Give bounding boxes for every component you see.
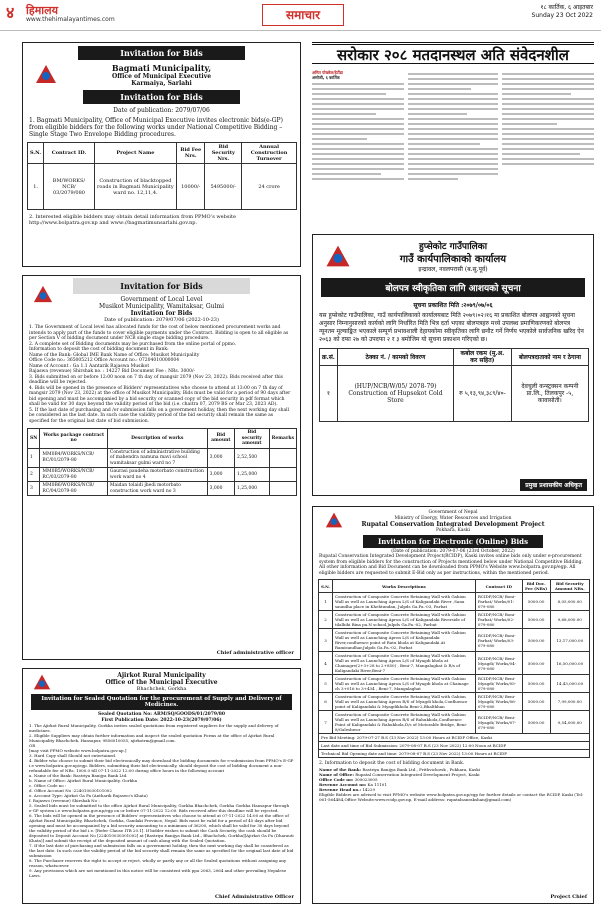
ajirkot-bar: Invitation for Sealed Quotation for the procurement of Supply and Delivery of Medicines. [31, 694, 292, 710]
table-cell: RCIDP/NCB/ Boni-Parbat/ Works/01-079-080 [475, 593, 522, 611]
table-cell: 1 [319, 593, 333, 611]
table-cell [269, 468, 296, 482]
table-cell: 5000.00 [522, 652, 550, 675]
table-cell [269, 448, 296, 468]
page-info [532, 4, 593, 20]
table-cell: 3,000 [207, 468, 234, 482]
rupatal-ministry: Ministry of Energy, Water Resources and Irrigation [394, 515, 512, 521]
ajirkot-signature: Chief Administrative Officer [215, 894, 294, 900]
rupatal-place: Pokhara, Kaski [435, 528, 471, 533]
table-row [319, 711, 590, 734]
table-row [319, 629, 590, 652]
table-cell: Construction of Composite Concrete Retaining Wall with Gabion Wall as well as Launching Apron R/S of Myagdi khola,Confluence point of Kaligandaki & Myagdikhola Beni-2,Bhalthhan [332, 693, 475, 711]
musikot-paras [23, 325, 300, 424]
rupatal-bar: Invitation for Electronic (Online) Bids [363, 535, 543, 548]
bagmati-notice [22, 42, 301, 267]
table-header-row [28, 429, 297, 449]
table-cell: 5495000/- [205, 164, 242, 210]
government-emblem-icon [31, 673, 53, 691]
table-row [319, 652, 590, 675]
table-header: कबोल रकम (मु.अ. कर सहित) [454, 349, 512, 366]
table-cell: Construction of Composite Concrete Retaining Wall with Gabion Wall as well as Launching Apron L/S of Kaligandaki River ,Sanu saundha place in Khehtundan, Julpds Ga.Pa.-03, Parbat [332, 593, 475, 611]
table-header: Works Descriptions [332, 580, 475, 593]
table-cell: Construction of Composite Concrete Retaining Wall with Gabion Wall as well as Launching Apron L/S of Myagdi khola at Chainagre(2+3+28 to 2+850) , Beni-7, Mangalaghat & R/s of Kaligandaki River,Beni-7 [332, 652, 475, 675]
bagmati-para2: 2. Interested eligible bidders may obtain detail information from PPMO’s website http://www.bolpatra.gov.np and www://bagmatimunsarlahi.gov.np. [29, 214, 236, 226]
table-header-row [319, 580, 590, 593]
musikot-para: 5. If the last date of purchasing and /or submission falls on a government holiday, then the next working day shall be considered as the last date. In such case the validity period of the bid security shall remain the same as specified for the original last date of bid submission. [29, 407, 290, 424]
bagmati-para1: 1. Bagmati Municipality, Office of Municipal Executive invites electronic bids(e-GP) from eligible bidders for the following works under National Competitive Bidding – Single Stage Two Envelope Bidding procedures. [29, 117, 283, 138]
table-cell: Construction of Composite Concrete Retaining Wall with Gabion Wall as well as Launching Apron L/S of Kaligandaki River,confluence point of Ratu khola at Kaligandaki At Ramisundhar,Julpds Ga.Pa.-02, Parbat [332, 629, 475, 652]
ajirkot-para: a. Name of the Bank: Rastriya Banijya Bank Ltd. [29, 773, 128, 778]
table-cell: 24 crore [242, 164, 297, 210]
table-row [319, 593, 590, 611]
table-cell: RCIDP/NCB/ Beni-Myagdi/ Works/05-079-080 [475, 675, 522, 693]
bank-label: Revenue Head no.: [319, 786, 361, 792]
table-row [319, 611, 590, 629]
table-cell: RCIDP/NCB/ Beni-Myagdi/ Works/07-079-080 [475, 711, 522, 734]
table-cell: 1,25,000 [235, 468, 270, 482]
musikot-para: Office Code no.: 365005212 Office Account no.: 07204010000004 [29, 358, 180, 363]
table-cell: 5000.00 [522, 711, 550, 734]
ajirkot-para: d. Office Account No :224010030101002 [29, 788, 112, 793]
rupatal-para2: 2. Information to deposit the cost of bidding document in Bank. [319, 761, 465, 766]
hupsekot-org: हुप्सेकोट गाउँपालिका [418, 242, 488, 252]
table-cell: 2 [319, 611, 333, 629]
bank-value: 300023005 [354, 776, 378, 782]
ajirkot-first-pub: First Publication Date: 2022-10-23(2079/07/06) [101, 717, 222, 723]
table-header: Remarks [269, 429, 296, 449]
table-cell: BM/WORKS/ NCB/ 03/2079/080 [44, 164, 95, 210]
bank-value: 14229 [362, 786, 375, 792]
rupatal-para3: Eligible Bidders are advised to visit PPMO's website www.bolpatra.gov.np/egp for further details or contact the RCIDP, Kaski (Tel: 061-564484,Office Website:www.rcidp.gov.np, E-mail address: rupatalsanrakshan@gmail.com) [319, 791, 584, 802]
musikot-para: 1. The Government of Local level has allocated funds for the cost of below mentioned procurement works and intends to apply part of the funds to cover eligible payments under the Contract. Bidding is open to all eligible as per Section V of bidding document under NCB single stage bidding procedure. [29, 325, 289, 341]
table-header: Contract ID [475, 580, 522, 593]
ajirkot-notice-no: Sealed Quotation No: ARM/SQ/GOODS/01/2079/80 [98, 712, 225, 717]
section-title: समाचार [262, 4, 344, 26]
musikot-table [27, 428, 297, 496]
table-header: Bid Security Amount NRs. [550, 580, 589, 593]
table-header: Project Name [94, 143, 176, 164]
ajirkot-para: f. Rajaswo (revenue) Shirshak No : [29, 798, 100, 803]
musikot-para: 3. Bids submitted on or before 12:00 noon on 7 th day of mangsir 2079 (Nov 23, 2022). Bids received after this deadline will be rejected. [29, 374, 283, 385]
bagmati-office: Office of Municipal Executive [111, 73, 212, 80]
ajirkot-para: [may visit PPMO website www.bolpatra.gov.np.] [29, 748, 127, 753]
government-emblem-icon [31, 284, 55, 304]
brand-url[interactable]: www.thehimalayantimes.com [26, 16, 115, 23]
news-dateline: असोजी, ६ कार्तिक [312, 75, 340, 80]
musikot-para: Rajaswa (revenue) Shirshak no. : 14227 Bid Document Fee : NRs. 3000/- [29, 369, 196, 374]
table-header: ठेक्का नं. / कामको विवरण [337, 349, 453, 366]
table-cell: Gaurasi paudeha motorbato construction work ward no 4 [107, 468, 207, 482]
table-cell: MM0B5/WORKS/NCB/ RC/03/2079-80 [40, 468, 108, 482]
table-header: Bid security amount [235, 429, 270, 449]
table-cell: 3 [319, 629, 333, 652]
page-date: Sunday 23 Oct 2022 [531, 12, 593, 19]
ajirkot-para: 5. Sealed bids must be submitted to the office Ajirkot Rural Municipality, Gorkha Bhachchek, Gorkha Gorkha Hansapur through e-GP system i.e www.bolpatra.gov.np/egp on or before 07-11-2022 12:00. Bids received after this deadline will be rejected. [29, 803, 290, 813]
hupsekot-bar: बोलपत्र स्वीकृतिका लागि आशयको सूचना [321, 278, 585, 297]
ajirkot-notice [22, 668, 301, 904]
bagmati-date: Date of publication: 2079/07/06 [113, 107, 210, 114]
musikot-para: Name of Account : Ga 1.1 Aantarik Rajaswa Musikot [29, 363, 150, 369]
table-header: Bid Security Nrs. [205, 143, 242, 164]
ajirkot-para: 6. The bids will be opened in the presence of Bidders' representatives who choose to attend at 07-11-2022 14:00 at the office of Ajirkot Rural Municipality, Bhachchek, Gorkha, Gandaki Province, Nepal. Bids must be valid for a period of 45 days after bid opening and must be accompanied by a bid security amounting to a minimum of 36200, which shall be valid for 30 days beyond the validity period of the bid i.e. [Refer Clause ITB 20.1]. If bidder wishes to submit the Cash Security, the cash should be deposited to Deposit Account No [224010030301002] at [Rastriya Banijya Bank Ltd., Bhachchek, Gorkha][Ajirkot Ga Pa (Dharauti Khata)] and submit the receipt of the deposited amount of cash along with the Sealed Quotation. [29, 813, 294, 843]
bank-label: Office Code no: [319, 776, 354, 782]
table-cell: 5000.00 [522, 693, 550, 711]
table-cell: 5000.00 [522, 675, 550, 693]
table-cell: RCIDP/NCB/ Boni-Parbat/ Works/02-079-080 [475, 611, 522, 629]
bagmati-header: Invitation for Bids [78, 46, 245, 60]
ajirkot-para: 2. Eligible Suppliers may obtain further information and inspect the sealed quotation Forms at the office of Ajirkot Rural Municipality Bhachchek, Hansapur, 9856010055, ajirkotrm@gmail.com. [29, 733, 275, 743]
table-cell: 6 [319, 693, 333, 711]
table-cell: 14,43,000.00 [550, 675, 589, 693]
table-cell: 8,05,000.00 [550, 593, 589, 611]
bank-value: Rupatal Conservation Integrated Development Project, Kaski [355, 771, 480, 777]
table-cell: 5000.00 [522, 611, 550, 629]
bank-value: Ka 11101 [367, 781, 387, 787]
table-cell: 2 [28, 468, 40, 482]
table-cell: (HUP/NCB/W/05/ 2078-79) Construction of Hupsekot Cold Store [337, 366, 453, 422]
table-cell: Technical Bid Opening date and time: 2079-08-07 B.S (23 Nov 2022) 13:00 Hours at RCIDP [319, 750, 590, 758]
government-emblem-icon [33, 63, 59, 85]
table-cell: RCIDP/NCB/ Beni-Myagdi/ Works/04-079-080 [475, 652, 522, 675]
table-header-row [320, 349, 589, 366]
table-cell: रु ५,१३,९४,३८९/४०- [454, 366, 512, 422]
table-cell: Maidan tolaidi jhedi motorbato construction work ward no 3 [107, 482, 207, 496]
table-row [28, 482, 297, 496]
bagmati-org: Bagmati Municipality, [111, 63, 212, 73]
table-cell: 9,54,000.00 [550, 711, 589, 734]
table-header: Contract ID. [44, 143, 95, 164]
government-emblem-icon [323, 511, 345, 529]
rupatal-notice [312, 506, 594, 904]
bank-label: Revenue Account no: [319, 781, 367, 787]
ajirkot-para: OR [29, 743, 36, 748]
rupatal-gov: Government of Nepal [428, 510, 478, 515]
news-headline: सरोकार २०८ मतदानस्थल अति संवेदनशील [312, 42, 594, 64]
table-cell: १ [320, 366, 338, 422]
ajirkot-paras [23, 723, 300, 878]
table-cell: Construction of Composite Concrete Retaining Wall with Gabion Wall as well as Launching Apron L/S of Kaligandaki Riverside of tilalbihi Bina pa.N school,Julpds Ga.Pa.-02, Parbat [332, 611, 475, 629]
table-cell: Construction of blacktopped roads in Bagmati Municipality ward no. 12,11,4. [94, 164, 176, 210]
government-emblem-icon [323, 243, 353, 269]
table-cell: Construction of Composite Concrete Retaining Wall with Gabion Wall as well as Launching Apron L/S of Myagdi khola at Chainage ch 3+016 to 3+434 , Beni-7, Mangalaghat [332, 675, 475, 693]
ajirkot-para: b. Name of Office: Ajirkot Rural Municipality, Gorkha [29, 778, 138, 783]
musikot-para: 2. A complete set of Bidding documents may be purchased from the online portal of ppmo. [29, 341, 237, 347]
hupsekot-signature: प्रमुख प्रशासकीय अधिकृत [520, 479, 587, 491]
rupatal-bank [313, 767, 593, 792]
musikot-date: Date of publication: 2079/07/06 (2022-10-23) [104, 317, 219, 323]
hupsekot-para: यस हुप्सेकोट गाउँपालिका, गाउँ कार्यपालिकाको कार्यालयबाट मिति २०७९।०२।१६ मा प्रकाशित बोलपत्र आह्वानको सूचना अनुसार निम्नानुसारको कार्यको लागि निर्धारित मिति भित्र दर्ता भएका बोलपत्रहरु मध्ये उपलब्ध प्रमाणिकरणको बोलपत्र न्यूनतम मूल्याङ्कित भएकाले सम्पूर्ण प्रभावशाली देहायकोमा स्वीकृतिका लागि छनौट गर्ने निर्णय भएकोले सार्वजनिक खरिद ऐन २०६३ को दफा २७ को उपदफा २ र ३ बमोजिम यो सूचना प्रकाशन गरिएको छ। [319, 312, 584, 343]
bank-label: Name of Office: [319, 771, 354, 777]
table-header: S.N. [319, 580, 333, 593]
rupatal-signature: Project Chief [550, 894, 587, 900]
bagmati-table [27, 142, 297, 210]
musikot-para: Information to deposit the cost of bidding document in Bank: [29, 347, 169, 352]
musikot-notice [22, 275, 301, 660]
brand-name: हिमालय [26, 4, 58, 17]
table-row [320, 366, 589, 422]
table-cell: RCIDP/NCB/ Boni-Parbat/ Works/03-079-080 [475, 629, 522, 652]
table-header: Bid Doc. Fee (NRs) [522, 580, 550, 593]
table-header: Description of works [107, 429, 207, 449]
ajirkot-para: e. Account Type: Ajirkot Ga Pa (Antharik Rajaswo's Khata) [29, 793, 148, 798]
table-cell: MM0B4/WORKS/NCB/ BC/01/2079-80 [40, 448, 108, 468]
table-cell: 13,17,000.00 [550, 629, 589, 652]
table-header: Works package contract no [40, 429, 108, 449]
table-cell: 3,000 [207, 482, 234, 496]
musikot-org: Government of Local Level [120, 296, 203, 303]
table-cell: 1 [28, 448, 40, 468]
table-header: S.N. [28, 143, 44, 164]
ajirkot-para: 4. Bidder who choose to submit their bid electronically may download the bidding documents for e-submission from PPMO's E-GP i.e www.bolpatra.gov.np/egp. Bidders, submitting their bid electronically, should deposit the cost of bidding document a non-refundable fee of NRs. 1000.0 till 07-11-2022 12:00 during office hours in the following account [29, 758, 294, 773]
musikot-title2: Invitation for Bids [130, 310, 193, 317]
musikot-header: Invitation for Bids [73, 278, 250, 294]
table-cell: 1. [28, 164, 44, 210]
bagmati-title2: Invitation for Bids [83, 90, 240, 104]
table-cell: 4 [319, 652, 333, 675]
ajirkot-para: 7. If the last date of purchasing and submission falls on a government holiday, then the next working day shall be considered as the last date. In such case the validity period of the bid security shall remain the same as specified for the original last date of bid submission [29, 843, 294, 858]
ajirkot-org: Ajirkot Rural Municipality [117, 672, 206, 679]
table-row [319, 742, 590, 750]
table-header: Annual Construction Turnover [242, 143, 297, 164]
table-cell: Pre Bid Meeting: 2079-07-27 B.S (13 Nov 2022) 13:00 Hours at RCIDP Office, Kaski [319, 734, 590, 742]
table-cell: MM0B6/WORKS/NCB/ RC/04/2079-80 [40, 482, 108, 496]
table-header: बोलपत्रदाताको नाम र ठेगाना [511, 349, 588, 366]
hupsekot-date: सूचना प्रकाशित मिति :२०७९/०७/०६ [413, 302, 493, 309]
table-cell: Construction of administrative building of mahendra namuna mavi school wamitaksar gulmi ward no 7 [107, 448, 207, 468]
table-row [319, 734, 590, 742]
table-cell: 1,25,000 [235, 482, 270, 496]
table-header: Bid amount [207, 429, 234, 449]
table-cell: देवचुली कन्स्ट्रक्सन कम्पनी प्रा.लि., तिलकपुर -५, कावासोती। [511, 366, 588, 422]
table-cell: 3,000 [207, 448, 234, 468]
hupsekot-table [319, 348, 589, 422]
rupatal-project: Rupatal Conservation Integrated Development Project [361, 521, 545, 528]
table-header-row [28, 143, 297, 164]
rupatal-table [318, 579, 590, 758]
news-byline: अमित पोखरेल/हेटौंडा [312, 70, 343, 75]
table-cell: 16,50,000.00 [550, 652, 589, 675]
musikot-signature: Chief administrative officer [216, 650, 294, 656]
ajirkot-para: c. Office Code no : [29, 783, 67, 788]
table-cell: Construction of Composite Concrete Retaining Wall with Gabion Wall as well as Launching Apron R/S of Rahukhola,Confluence Point of Kaligandaki & Rahukhola,D/s of Motorable Bridge, Beni-8/Galeshwor [332, 711, 475, 734]
ajirkot-para: 8. The Purchaser reserves the right to accept or reject, wholly or partly any or all the Sealed quotations without assigning any reason, whatsoever. [29, 858, 287, 868]
hupsekot-place: इन्द्रावल, नवलपरासी (ब.सु.पूर्व) [418, 266, 488, 273]
page-info-nepali: १८ कार्तिक, ६ आइतबार [540, 4, 593, 11]
rupatal-para1: Rupatal Conservation Integrated Development Project(RCIDP), Kaski invites online bids only under e-procurement system from eligible bidders for the construction of Projects mentioned below under National Competitive Bidding. All other information and Bid Document can be downloaded from PPMO's Website www.bolpatra.gov.np/egp. All eligible bidders are requested to submit E-Bid only as per instructions, within the mentioned period. [319, 554, 583, 576]
ajirkot-para: 9. Any provisions which are not mentioned in this notice will be consistent with ppa 2063, 2064 and other prevailing Nepalese Laws. [29, 868, 287, 878]
hupsekot-office: गाउँ कार्यपालिकाको कार्यालय [399, 254, 507, 265]
news-column-3 [502, 70, 594, 220]
table-cell: 7,99,000.00 [550, 693, 589, 711]
table-cell [269, 482, 296, 496]
table-row [28, 164, 297, 210]
table-cell: RCIDP/NCB/ Beni-Myagdi/ Works/06-079-080 [475, 693, 522, 711]
bank-label: Name of the Bank: [319, 766, 362, 772]
table-cell: 3 [28, 482, 40, 496]
table-row [319, 675, 590, 693]
rupatal-date: (Date of publication: 2079-07-06 (23rd October, 2022) [391, 548, 515, 554]
masthead [0, 0, 601, 31]
table-cell: 7 [319, 711, 333, 734]
table-cell: 9,68,000.00 [550, 611, 589, 629]
musikot-office: Musikot Municipality, Wamitaksar, Gulmi [98, 303, 225, 310]
newspaper-logo-icon: ४ [6, 3, 15, 22]
table-cell: 2,52,500 [235, 448, 270, 468]
table-header: क्र.सं. [320, 349, 338, 366]
news-column-2 [408, 70, 498, 220]
musikot-para: 4. Bids will be opened in the presence of Bidders' representatives who choose to attend at 13:00 on 7 th day of mangsir 2079 (Nov 23, 2022) at the office of Musikot Municipality. Bids must be valid for a period of 90 days after bid opening and must be accompanied by a bid security or scanned copy of the bid security in pdf format which shall be valid for 30 days beyond the validity period of the bid (i.e. chaitra 07, 2079 BS or Mar 23, 2023 AD). [29, 385, 291, 407]
bagmati-place: Karmaiya, Sarlahi [131, 80, 192, 87]
musikot-para: Name of the Bank: Global IME Bank Name of Office: Musikot Municipality [29, 352, 200, 358]
news-column-1 [312, 70, 404, 220]
table-row [319, 750, 590, 758]
ajirkot-office: Office of the Municipal Executive [105, 679, 218, 686]
table-cell: 5000.00 [522, 593, 550, 611]
table-row [28, 468, 297, 482]
table-header: SN [28, 429, 40, 449]
table-row [319, 693, 590, 711]
table-header: Bid Fee Nrs. [177, 143, 205, 164]
ajirkot-para: 1. The Ajirkot Rural Municipality, Gorkha invites sealed quotations from registered suppliers for the supply and delivery of medicines. [29, 723, 279, 733]
table-cell: 10000/- [177, 164, 205, 210]
ajirkot-para: 3. Hard Copy shall Should not entertained. [29, 753, 117, 758]
hupsekot-notice [312, 234, 594, 496]
table-row [28, 448, 297, 468]
ajirkot-place: Bhachchek, Gorkha [136, 686, 187, 692]
table-cell: Last date and time of Bid Submission: 2079-08-07 B.S (23 Nov 2022) 12:00 Noon at RCIDP [319, 742, 590, 750]
table-cell: 5000.00 [522, 629, 550, 652]
bank-value: Rastriya Banijya Bank Ltd., Prithvichowk , Pokhara, Kaski [362, 766, 480, 772]
table-cell: 5 [319, 675, 333, 693]
